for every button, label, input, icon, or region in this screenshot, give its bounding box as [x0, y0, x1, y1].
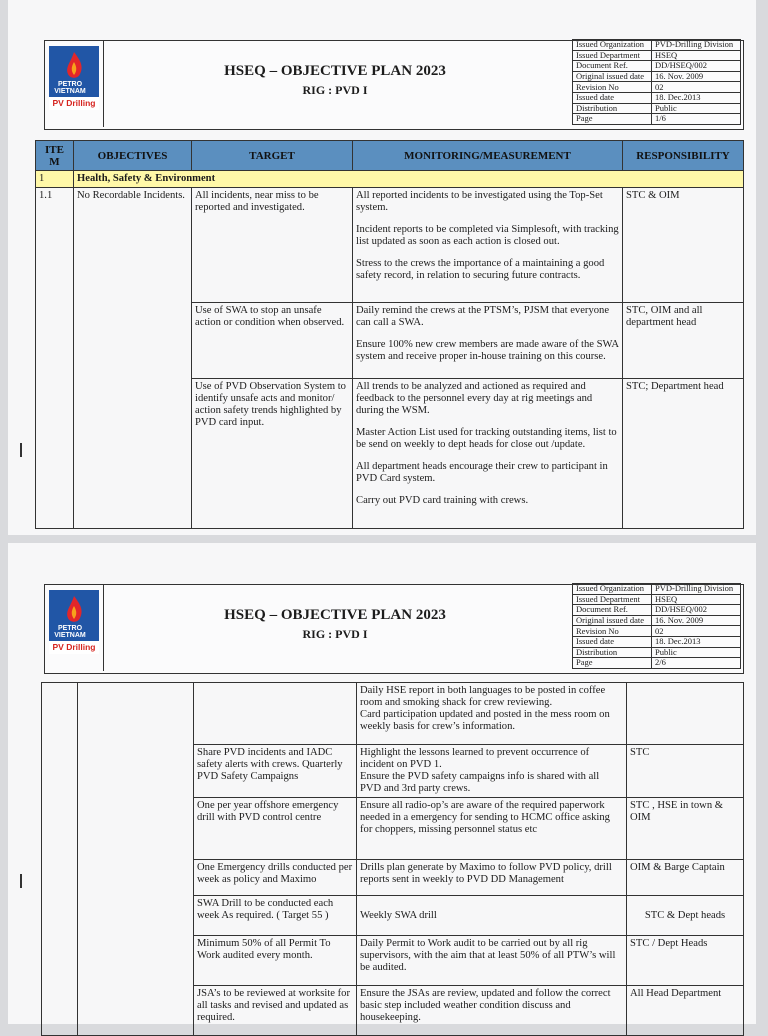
page-1 — [8, 0, 756, 535]
monitoring-cell: Daily HSE report in both languages to be posted in coffee room and smoking shack for crew reviewing. Card participation updated and posted in the mess room on weekly basis for crew’s information. — [357, 683, 627, 745]
document-header — [44, 584, 744, 674]
responsibility-cell: STC , HSE in town & OIM — [627, 798, 744, 860]
doc-title: HSEQ – OBJECTIVE PLAN 2023 — [224, 607, 446, 623]
monitoring-cell: Ensure all radio-op’s are aware of the required paperwork needed in a emergency for sending to HCMC office asking for choppers, missing personnel status etc — [357, 798, 627, 860]
document-header — [44, 40, 744, 130]
col-monitoring: MONITORING/MEASUREMENT — [353, 141, 623, 171]
doc-subtitle: RIG : PVD I — [302, 83, 368, 97]
monitoring-cell: All trends to be analyzed and actioned as required and feedback to the personnel every day at rig meetings and during the WSM. Master Action List used for tracking outstanding items, list to be send on weekly to dept heads for close out /update. All department heads encourage their crew to participant in PVD Card system. Carry out PVD card training with crews. — [353, 379, 623, 529]
target-cell: One Emergency drills conducted per week as policy and Maximo — [194, 860, 357, 896]
target-cell — [194, 683, 357, 745]
target-cell: Minimum 50% of all Permit To Work audited every month. — [194, 936, 357, 986]
logo-company: PV Drilling — [49, 97, 99, 110]
target-cell: One per year offshore emergency drill with PVD control centre — [194, 798, 357, 860]
target-cell: All incidents, near miss to be reported and investigated. — [192, 188, 353, 303]
monitoring-cell: Drills plan generate by Maximo to follow PVD policy, drill reports sent in weekly to PVD DD Management — [357, 860, 627, 896]
monitoring-cell: Ensure the JSAs are review, updated and follow the correct basic step included weather condition discuss and housekeeping. — [357, 986, 627, 1036]
page-number: 2/6 — [652, 658, 741, 669]
row-number: 1.1 — [36, 188, 74, 529]
target-cell: JSA’s to be reviewed at worksite for all tasks and revised and updated as required. — [194, 986, 357, 1036]
col-objectives: OBJECTIVES — [74, 141, 192, 171]
objective-cell: No Recordable Incidents. — [74, 188, 192, 529]
scan-mark — [20, 874, 22, 888]
doc-subtitle: RIG : PVD I — [302, 627, 368, 641]
objectives-table — [35, 140, 744, 529]
monitoring-cell: Daily Permit to Work audit to be carried out by all rig supervisors, with the aim that at least 50% of all PTW’s will be audited. — [357, 936, 627, 986]
monitoring-cell: Weekly SWA drill — [357, 896, 627, 936]
page-number: 1/6 — [652, 114, 741, 125]
logo-brand: PETRO VIETNAM — [54, 81, 86, 95]
table-row — [36, 188, 744, 303]
logo-company: PV Drilling — [49, 641, 99, 654]
doc-title: HSEQ – OBJECTIVE PLAN 2023 — [224, 63, 446, 79]
section-number: 1 — [36, 171, 74, 188]
target-cell: Use of SWA to stop an unsafe action or condition when observed. — [192, 303, 353, 379]
scan-mark — [20, 443, 22, 457]
responsibility-cell: STC & Dept heads — [627, 896, 744, 936]
objective-cell — [78, 683, 194, 1036]
objectives-table-continued — [41, 682, 744, 1036]
responsibility-cell: STC & OIM — [623, 188, 744, 303]
responsibility-cell: STC — [627, 745, 744, 798]
col-item: ITE M — [36, 141, 74, 171]
page-2 — [8, 543, 756, 1024]
responsibility-cell: STC, OIM and all department head — [623, 303, 744, 379]
section-row — [36, 171, 744, 188]
doc-meta-table: Issued Organization PVD-Drilling Division Issued Department HSEQ Document Ref. DD/HSEQ/002 Original issued date 16. Nov. 2009 Revision No 02 Issued date 18. Dec.2013 Distribution Public Page 1/6 — [572, 39, 741, 125]
flame-icon — [62, 596, 86, 626]
target-cell: Use of PVD Observation System to identify unsafe acts and monitor/ action safety trends highlighted by PVD card input. — [192, 379, 353, 529]
target-cell: SWA Drill to be conducted each week As required. ( Target 55 ) — [194, 896, 357, 936]
monitoring-cell: Highlight the lessons learned to prevent occurrence of incident on PVD 1. Ensure the PVD safety campaigns info is shared with all PVD and 3rd party crews. — [357, 745, 627, 798]
table-row — [42, 683, 744, 745]
item-cell — [42, 683, 78, 1036]
logo-brand: PETRO VIETNAM — [54, 625, 86, 639]
target-cell: Share PVD incidents and IADC safety alerts with crews. Quarterly PVD Safety Campaigns — [194, 745, 357, 798]
responsibility-cell: OIM & Barge Captain — [627, 860, 744, 896]
col-target: TARGET — [192, 141, 353, 171]
responsibility-cell: STC; Department head — [623, 379, 744, 529]
responsibility-cell: All Head Department — [627, 986, 744, 1036]
doc-meta-table: Issued Organization PVD-Drilling Division Issued Department HSEQ Document Ref. DD/HSEQ/002 Original issued date 16. Nov. 2009 Revision No 02 Issued date 18. Dec.2013 Distribution Public Page 2/6 — [572, 583, 741, 669]
flame-icon — [62, 52, 86, 82]
section-title: Health, Safety & Environment — [74, 171, 744, 188]
table-header-row — [36, 141, 744, 171]
monitoring-cell: All reported incidents to be investigated using the Top-Set system. Incident reports to be completed via Simplesoft, with tracking list updated as soon as each action is closed out. Stress to the crews the importance of a maintaining a good safety record, in relation to securing future contracts. — [353, 188, 623, 303]
col-responsibility: RESPONSIBILITY — [623, 141, 744, 171]
responsibility-cell: STC / Dept Heads — [627, 936, 744, 986]
monitoring-cell: Daily remind the crews at the PTSM’s, PJSM that everyone can call a SWA. Ensure 100% new crew members are made aware of the SWA system and receive proper in-house training on this course. — [353, 303, 623, 379]
responsibility-cell — [627, 683, 744, 745]
company-logo — [45, 41, 104, 127]
company-logo — [45, 585, 104, 671]
